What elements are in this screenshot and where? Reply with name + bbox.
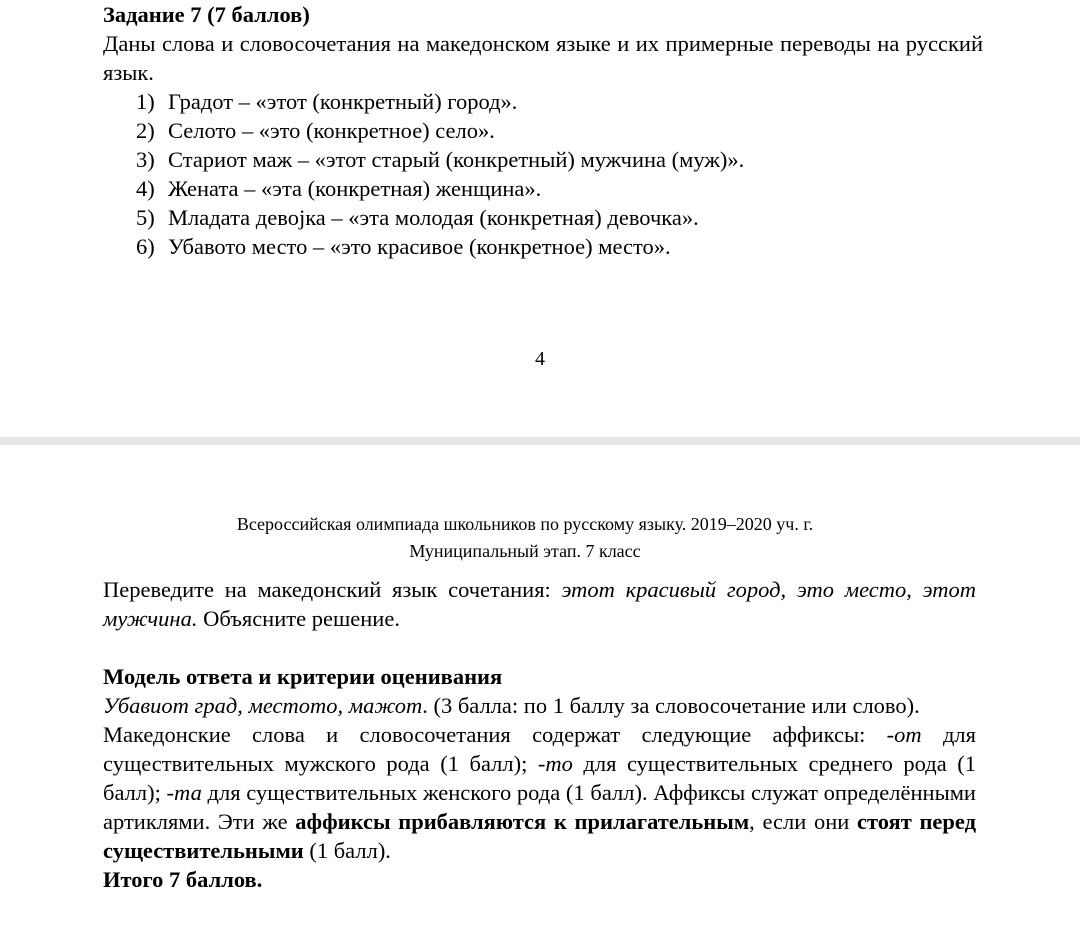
task-intro: Даны слова и словосочетания на македонском языке и их примерные переводы на русский язык. [103,31,983,85]
question-tail: Объясните решение. [197,606,400,631]
page-number: 4 [535,348,545,370]
list-item [136,203,744,232]
list-number: 6) [136,234,155,259]
answer-text: (1 балл). [303,838,391,863]
page-top [0,0,1080,437]
running-head-line: Всероссийская олимпиада школьников по русскому языку. 2019–2020 уч. г. [236,514,814,534]
list-number: 3) [136,147,155,172]
list-item [136,145,744,174]
list-text: Младата девојка – «эта молодая (конкретная) девочка». [168,205,699,230]
list-text: Убавото место – «это красивое (конкретное) место». [168,234,671,259]
page-divider [0,437,1080,445]
list-text: Селото – «это (конкретное) село». [168,118,495,143]
example-list [136,87,744,261]
answer-text: для существительных мужского рода (1 балл); [103,722,976,776]
answer-bold: стоят перед существительными [103,809,976,863]
page-bottom [0,445,1080,935]
list-item [136,87,744,116]
list-number: 2) [136,118,155,143]
running-head [0,511,1050,565]
answer-forms: Убавиот град, местото, мажот [103,693,423,718]
affix-to: -то [537,751,573,776]
answer-bold: аффиксы прибавляются к прилагательным [295,809,750,834]
affix-ot: -от [886,722,922,747]
affix-ta: -та [166,780,202,805]
answer-total: Итого 7 баллов. [103,867,263,892]
list-item [136,232,744,261]
answer-paragraph [103,720,976,865]
list-text: Жената – «эта (конкретная) женщина». [168,176,542,201]
list-number: 5) [136,205,155,230]
list-number: 1) [136,89,155,114]
answer-body [103,691,976,894]
answer-forms-tail: . (3 балла: по 1 баллу за словосочетание или слово). [422,693,920,718]
answer-title: Модель ответа и критерии оценивания [103,664,503,689]
list-number: 4) [136,176,155,201]
question-lead: Переведите на македонский язык сочетания: [103,577,562,602]
list-text: Стариот маж – «этот старый (конкретный) мужчина (муж)». [168,147,745,172]
list-item [136,174,744,203]
answer-text: Македонские слова и словосочетания содержат следующие аффиксы: [103,722,887,747]
answer-text: для существительных среднего рода (1 балл); [103,751,976,805]
list-item [136,116,744,145]
answer-text: для существительных женского рода (1 балл). Аффиксы служат определёнными артиклями. Эти же [103,780,976,834]
running-head-line: Муниципальный этап. 7 класс [409,541,641,561]
list-text: Градот – «этот (конкретный) город». [168,89,518,114]
answer-text: , если они [749,809,857,834]
task-question [103,575,976,633]
task-heading: Задание 7 (7 баллов) [103,2,310,27]
question-examples: этот красивый город, это место, этот мужчина. [103,577,976,631]
answer-paragraph [103,691,976,720]
